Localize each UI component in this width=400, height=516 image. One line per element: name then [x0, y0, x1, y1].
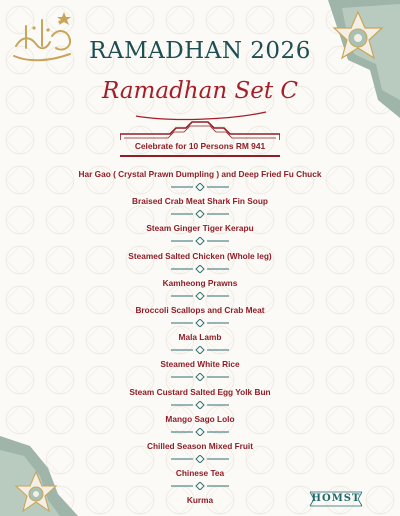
ornament-divider-icon	[171, 428, 229, 436]
menu-item	[0, 383, 400, 410]
subtitle: Celebrate for 10 Persons RM 941	[134, 141, 266, 151]
ornament-divider-icon	[171, 482, 229, 490]
menu-item	[0, 410, 400, 437]
ornament-divider-icon	[171, 210, 229, 218]
menu-item-name: Har Gao ( Crystal Prawn Dumpling ) and Deep Fried Fu Chuck	[78, 169, 322, 179]
menu-item	[0, 437, 400, 464]
menu-item-name: Steam Custard Salted Egg Yolk Bun	[129, 386, 271, 397]
menu-item-name: Steam Ginger Tiger Kerapu	[146, 223, 254, 234]
logo-text: HOMST	[311, 493, 361, 504]
ornament-divider-icon	[171, 237, 229, 245]
menu-item	[0, 301, 400, 328]
menu-item-name: Steamed Salted Chicken (Whole leg)	[128, 250, 272, 261]
ornament-divider-icon	[171, 401, 229, 409]
set-name: Ramadhan Set C	[102, 78, 298, 104]
menu-item	[0, 219, 400, 246]
menu-item-name: Steamed White Rice	[160, 359, 240, 370]
menu-item-name: Chilled Season Mixed Fruit	[146, 440, 254, 451]
menu-list	[0, 165, 400, 516]
menu-item-name: Braised Crab Meat Shark Fin Soup	[131, 196, 268, 207]
ornament-divider-icon	[171, 292, 229, 300]
menu-item	[0, 192, 400, 219]
page-title: RAMADHAN 2026	[89, 38, 311, 64]
subtitle-rule	[120, 155, 280, 157]
ornament-divider-icon	[171, 265, 229, 273]
menu-item	[0, 247, 400, 274]
ornament-divider-icon	[171, 455, 229, 463]
menu-item	[0, 355, 400, 382]
menu-item-name: Kamheong Prawns	[162, 277, 238, 288]
menu-item	[0, 274, 400, 301]
brand-logo	[308, 488, 364, 510]
menu-item-name: Broccoli Scallops and Crab Meat	[135, 304, 265, 315]
menu-item	[0, 328, 400, 355]
menu-item-name: Chinese Tea	[175, 468, 225, 479]
ornament-divider-icon	[171, 319, 229, 327]
menu-item	[0, 165, 400, 192]
menu-item-name: Kurma	[186, 495, 214, 506]
ornament-divider-icon	[171, 183, 229, 191]
ornament-divider-icon	[171, 346, 229, 354]
ornament-divider-icon	[171, 373, 229, 381]
menu-item-name: Mala Lamb	[178, 332, 222, 343]
menu-item-name: Mango Sago Lolo	[165, 413, 235, 424]
